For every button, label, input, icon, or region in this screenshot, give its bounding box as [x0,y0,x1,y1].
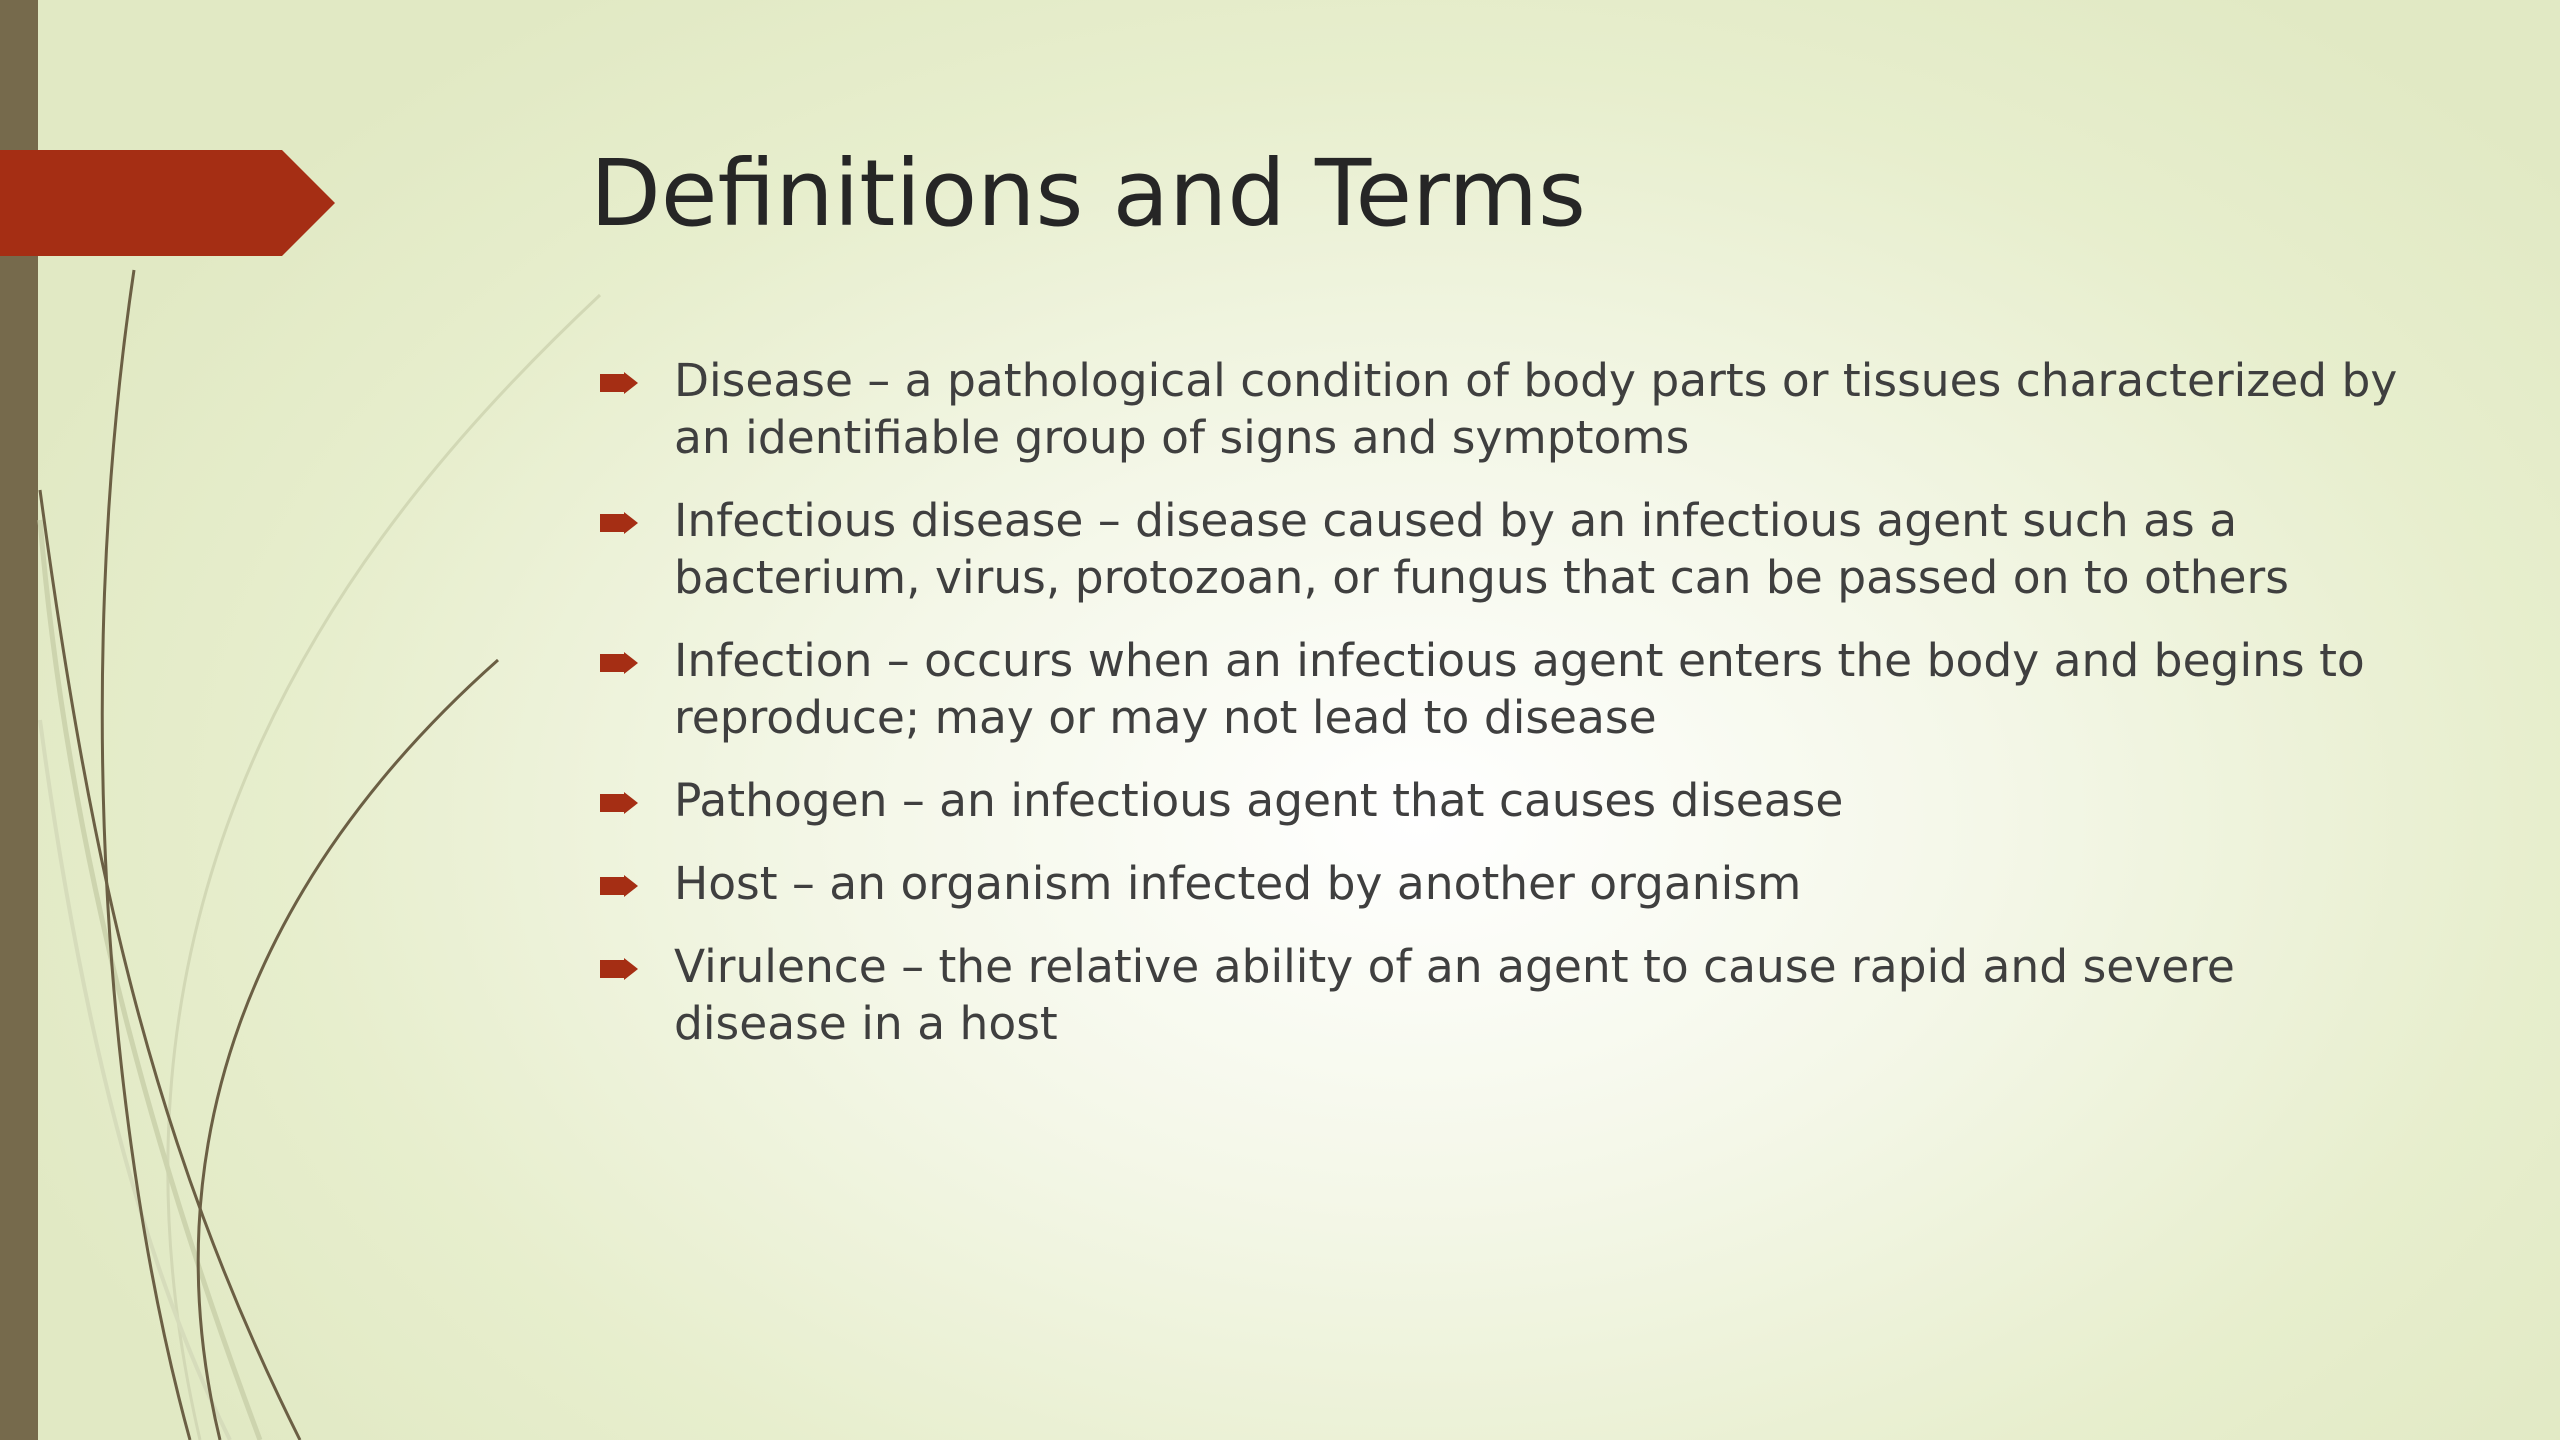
arrow-banner-icon [0,150,335,256]
bullet-text: Disease – a pathological condition of body parts or tissues characterized by an identifiable group of signs and symptoms [674,354,2398,464]
arrow-bullet-icon [600,875,638,897]
bullet-item [600,938,2400,1052]
bullet-text: Infection – occurs when an infectious agent enters the body and begins to reproduce; may or may not lead to disease [674,634,2365,744]
arrow-bullet-icon [600,958,638,980]
arrow-bullet-icon [600,512,638,534]
arrow-bullet-icon [600,372,638,394]
bullet-item [600,855,2400,912]
bullet-text: Pathogen – an infectious agent that causes disease [674,774,1844,827]
bullet-item [600,632,2400,746]
arrow-bullet-icon [600,652,638,674]
bullet-item [600,772,2400,829]
bullet-list [600,352,2400,1078]
arrow-bullet-icon [600,792,638,814]
bullet-text: Infectious disease – disease caused by an infectious agent such as a bacterium, virus, protozoan, or fungus that can be passed on to others [674,494,2289,604]
bullet-text: Host – an organism infected by another organism [674,857,1802,910]
slide-title: Definitions and Terms [590,140,1586,247]
bullet-item [600,492,2400,606]
bullet-item [600,352,2400,466]
bullet-text: Virulence – the relative ability of an agent to cause rapid and severe disease in a host [674,940,2235,1050]
